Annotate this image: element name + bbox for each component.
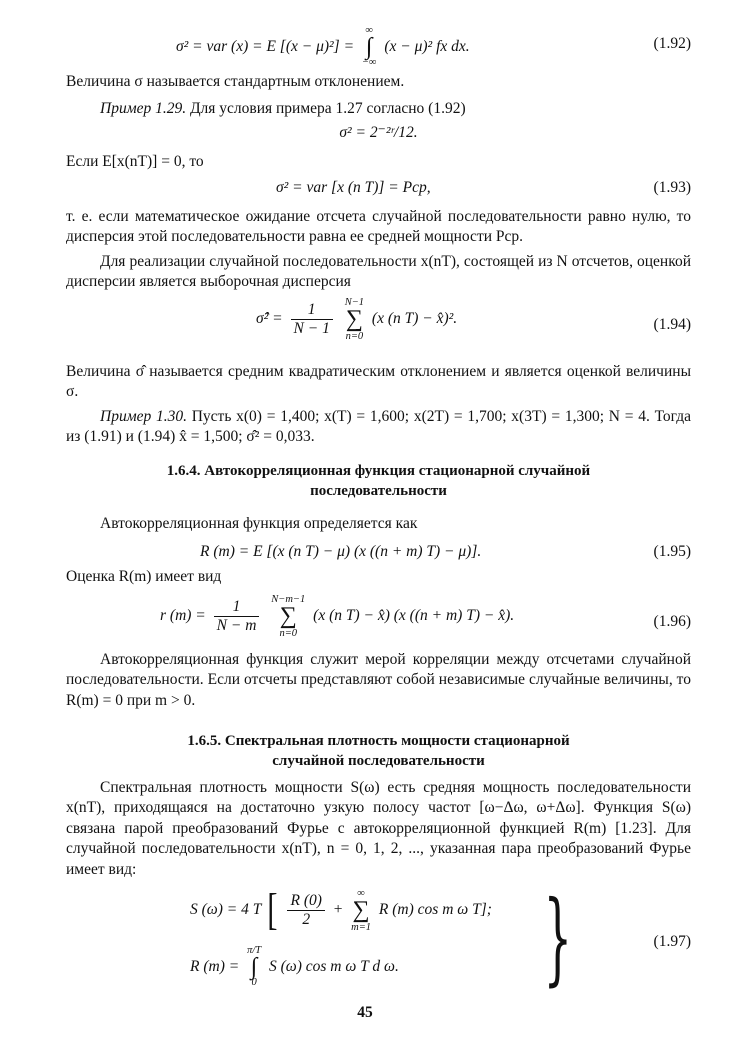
example-text: Пусть x(0) = 1,400; x(T) = 1,600; x(2T) = 1,700; x(3T) = 1,300; N = 4. Тогда из (1.91) и (1.94) x̂ = 1,500; σ̂² = 0,033. — [66, 408, 691, 446]
section-heading-1-6-5: 1.6.5. Спектральная плотность мощности стационарной случайной последовательности — [187, 733, 570, 769]
equation-number: (1.92) — [653, 35, 691, 52]
equation-1-93: σ² = var [x (n T)] = Pср, (1.93) — [66, 178, 691, 204]
paragraph: Величина σ̂ называется средним квадратическим отклонением и является оценкой величины σ. — [66, 363, 691, 401]
summation-sign: ∞ ∑ m=1 — [351, 888, 372, 933]
equation-number: (1.94) — [653, 316, 691, 333]
example-1-29 — [66, 99, 691, 119]
paragraph: Величина σ называется стандартным отклонением. — [66, 73, 405, 90]
fraction: $\frac{1}{N - 1}$ — [291, 301, 333, 338]
equation-number: (1.95) — [653, 543, 691, 560]
page-number: 45 — [357, 1004, 373, 1021]
paragraph: т. е. если математическое ожидание отсчета случайной последовательности равно нулю, то дисперсия этой последовательности равна ее средней мощности Pср. — [66, 208, 691, 246]
paragraph: Автокорреляционная функция определяется как — [100, 515, 418, 532]
eq-1-92-rhs: (x − μ)² fx dx. — [384, 37, 470, 55]
eq-1-92-lhs: σ² = var (x) = E [(x − μ)²] = — [176, 37, 355, 55]
fraction: $\frac{R (0)}{2}$ — [287, 892, 324, 929]
paragraph: Если E[x(nT)] = 0, то — [66, 153, 204, 170]
equation-1-97 — [66, 879, 691, 1000]
paragraph: Спектральная плотность мощности S(ω) есть средняя мощность последовательности x(nT), приходящаяся на достаточно узкую полосу частот [ω−Δω, ω+Δω]. Функция S(ω) связана парой преобразований Фурье с автокорреляционной функцией R(m) [1.23]. Для случайной последовательности x(nT), n = 0, 1, 2, ..., указанная пара преобразований Фурье имеет вид: — [66, 779, 691, 878]
eq-1-97-line-2: R (m) = π/T ∫ 0 S (ω) cos m ω T d ω. — [190, 945, 399, 989]
paragraph: Для реализации случайной последовательности x(nT), состоящей из N отсчетов, оценкой дисперсии является выборочная дисперсия — [66, 253, 691, 291]
fraction: $\frac{1}{N - m}$ — [214, 598, 260, 635]
paragraph: Автокорреляционная функция служит мерой корреляции между отсчетами случайной последовательности. Если отсчеты представляют собой независимые случайные величины, то R(m) = 0 при m > 0. — [66, 651, 691, 709]
example-label: Пример 1.29. — [100, 100, 187, 117]
example-1-30 — [66, 407, 691, 448]
example-label: Пример 1.30. — [100, 408, 187, 425]
equation-1-92 — [66, 20, 691, 69]
equation-1-96: r (m) = $\frac{1}{N - m}$ N−m−1 ∑ n=0 (x (n T) − x̂) (x ((n + m) T) − x̂). (1.96) — [160, 594, 691, 639]
equation-1-94: σ̂² = $\frac{1}{N - 1}$ N−1 ∑ n=0 (x (n T) − x̂)². (1.94) — [256, 297, 691, 342]
equation-number: (1.96) — [653, 613, 691, 630]
equation-1-95: R (m) = E [(x (n T) − μ) (x ((n + m) T) − μ)]. (1.95) — [66, 542, 691, 568]
integral-sign: π/T ∫ 0 — [247, 945, 262, 989]
equation-number: (1.93) — [653, 179, 691, 196]
eq-1-97-line-1: S (ω) = 4 T [ $\frac{R (0)}{2}$ + ∞ ∑ m=1 R (m) cos m ω T]; — [190, 885, 492, 935]
right-brace: } — [543, 879, 573, 996]
section-heading-1-6-4: 1.6.4. Автокорреляционная функция стационарной случайной последовательности — [166, 463, 591, 499]
equation-sigma2: σ² = 2⁻²ʳ/12. — [339, 124, 418, 141]
example-text: Для условия примера 1.27 согласно (1.92) — [189, 100, 466, 117]
integral-sign: ∞ ∫ −∞ — [361, 25, 377, 69]
paragraph: Оценка R(m) имеет вид — [66, 568, 222, 585]
summation-sign: N−m−1 ∑ n=0 — [271, 594, 306, 639]
summation-sign: N−1 ∑ n=0 — [344, 297, 365, 342]
equation-number: (1.97) — [653, 933, 691, 950]
